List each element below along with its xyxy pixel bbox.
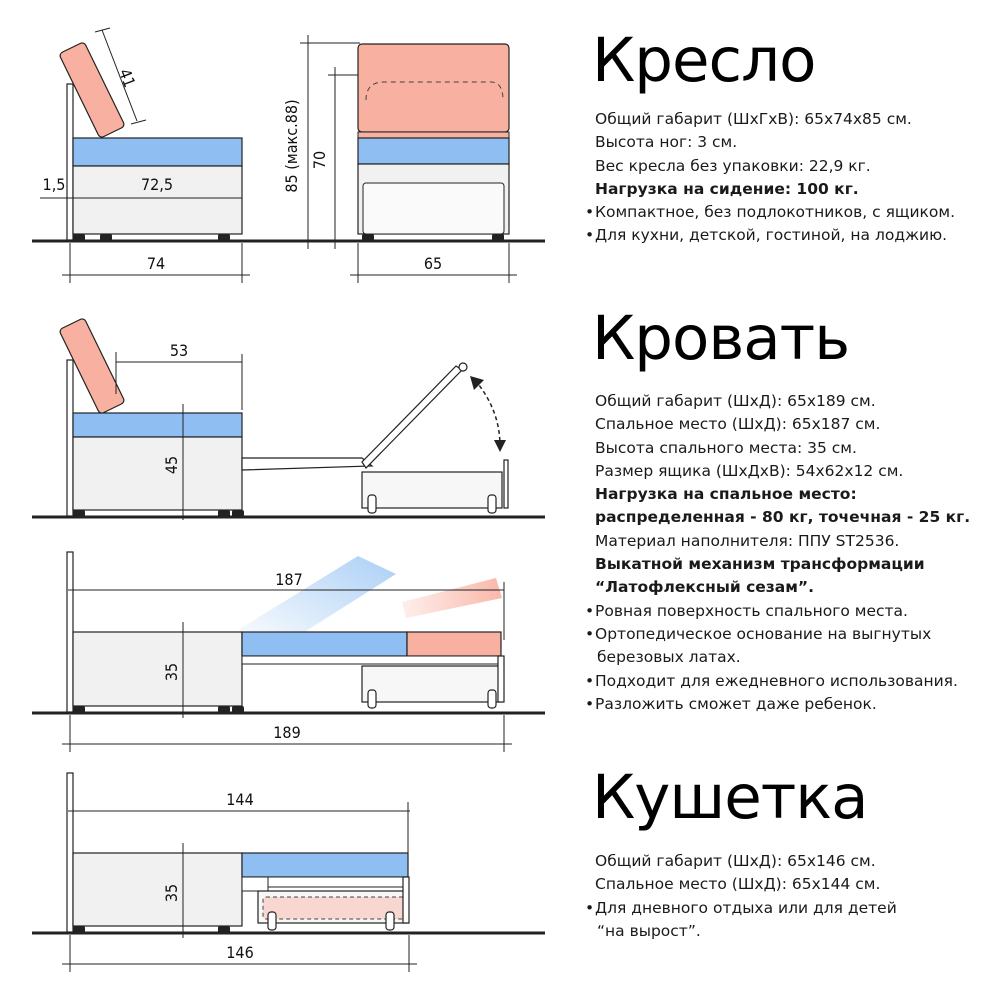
spec-line: • Для дневного отдыха или для детей (585, 897, 897, 920)
dim-back-depth: 41 (114, 66, 140, 90)
spec-line: Общий габарит (ШхГхВ): 65х74х85 см. (595, 110, 912, 128)
spec-line: Вес кресла без упаковки: 22,9 кг. (595, 156, 871, 175)
spec-line: Материал наполнителя: ППУ ST2536. (595, 531, 900, 550)
spec-line: Общий габарит (ШхД): 65х189 см. (595, 392, 876, 410)
spec-line: Размер ящика (ШхДхВ): 54х62х12 см. (595, 461, 904, 480)
drawer-pulled (362, 472, 502, 508)
seat-front (358, 138, 509, 164)
spec-line: • Подходит для ежедневного использования. (585, 670, 970, 693)
leg (218, 234, 230, 241)
armchair-front-view (282, 35, 517, 283)
couch-blue (242, 853, 408, 877)
drawer-front (363, 183, 504, 234)
bed-specs (585, 390, 970, 716)
couch-specs (585, 850, 897, 943)
spec-line: • Ортопедическое основание на выгнутых (585, 623, 970, 646)
armchair-title: Кресло (592, 25, 816, 96)
stored-cushion (263, 897, 405, 919)
sleep-salmon (407, 632, 501, 656)
couch-view (32, 773, 545, 972)
dim-seat-depth: 53 (169, 341, 189, 360)
spec-line: “Латофлексный сезам”. (595, 578, 814, 597)
bed-unfolded-view (32, 552, 545, 752)
spec-line: березовых латах. (597, 648, 741, 667)
dim-height: 85 (макс.88) (282, 99, 301, 193)
dim-seat-length: 72,5 (140, 175, 174, 194)
dim-leg: 1,5 (42, 175, 66, 194)
dim-bed-length: 187 (275, 570, 303, 589)
dim-couch-height: 35 (162, 883, 181, 903)
dim-couch-total: 146 (226, 943, 254, 962)
spec-line: • Разложить сможет даже ребенок. (585, 693, 970, 716)
bed-title: Кровать (592, 303, 850, 374)
spec-line: Спальное место (ШхД): 65х187 см. (595, 415, 881, 434)
dim-depth: 74 (146, 254, 166, 273)
couch-title: Кушетка (592, 762, 868, 833)
spec-line: Нагрузка на спальное место: (595, 485, 857, 504)
spec-line: Нагрузка на сидение: 100 кг. (595, 179, 859, 198)
spec-line: Высота спального места: 35 см. (595, 438, 857, 457)
spec-line: Высота ног: 3 см. (595, 133, 738, 152)
dim-bed-total: 189 (273, 723, 301, 742)
spec-line: Общий габарит (ШхД): 65х146 см. (595, 852, 876, 870)
raised-lamella (362, 366, 462, 468)
dim-sleep-height: 35 (162, 662, 181, 682)
leg (100, 234, 112, 241)
dim-couch-length: 144 (226, 790, 254, 809)
spec-line: Спальное место (ШхД): 65х144 см. (595, 875, 881, 894)
spec-line: распределенная - 80 кг, точечная - 25 кг. (595, 508, 971, 527)
sleep-blue (242, 632, 407, 656)
back-cushion-front (358, 44, 509, 132)
dim-back-height: 70 (310, 150, 329, 170)
spec-line: “на вырост”. (597, 921, 701, 940)
leg (73, 234, 85, 241)
backboard (67, 84, 73, 240)
motion-trail-salmon (402, 578, 502, 618)
bed-transition-view (32, 318, 545, 520)
spec-line: Выкатной механизм трансформации (595, 555, 925, 574)
spec-line: • Для кухни, детской, гостиной, на лоджию. (585, 224, 955, 247)
spec-line: • Ровная поверхность спального места. (585, 600, 970, 623)
spec-line: • Компактное, без подлокотников, с ящиком. (585, 201, 955, 224)
seat-cushion (73, 138, 242, 166)
dim-width: 65 (423, 254, 443, 273)
dim-bed-height: 45 (162, 455, 181, 475)
armchair-specs (585, 108, 955, 248)
